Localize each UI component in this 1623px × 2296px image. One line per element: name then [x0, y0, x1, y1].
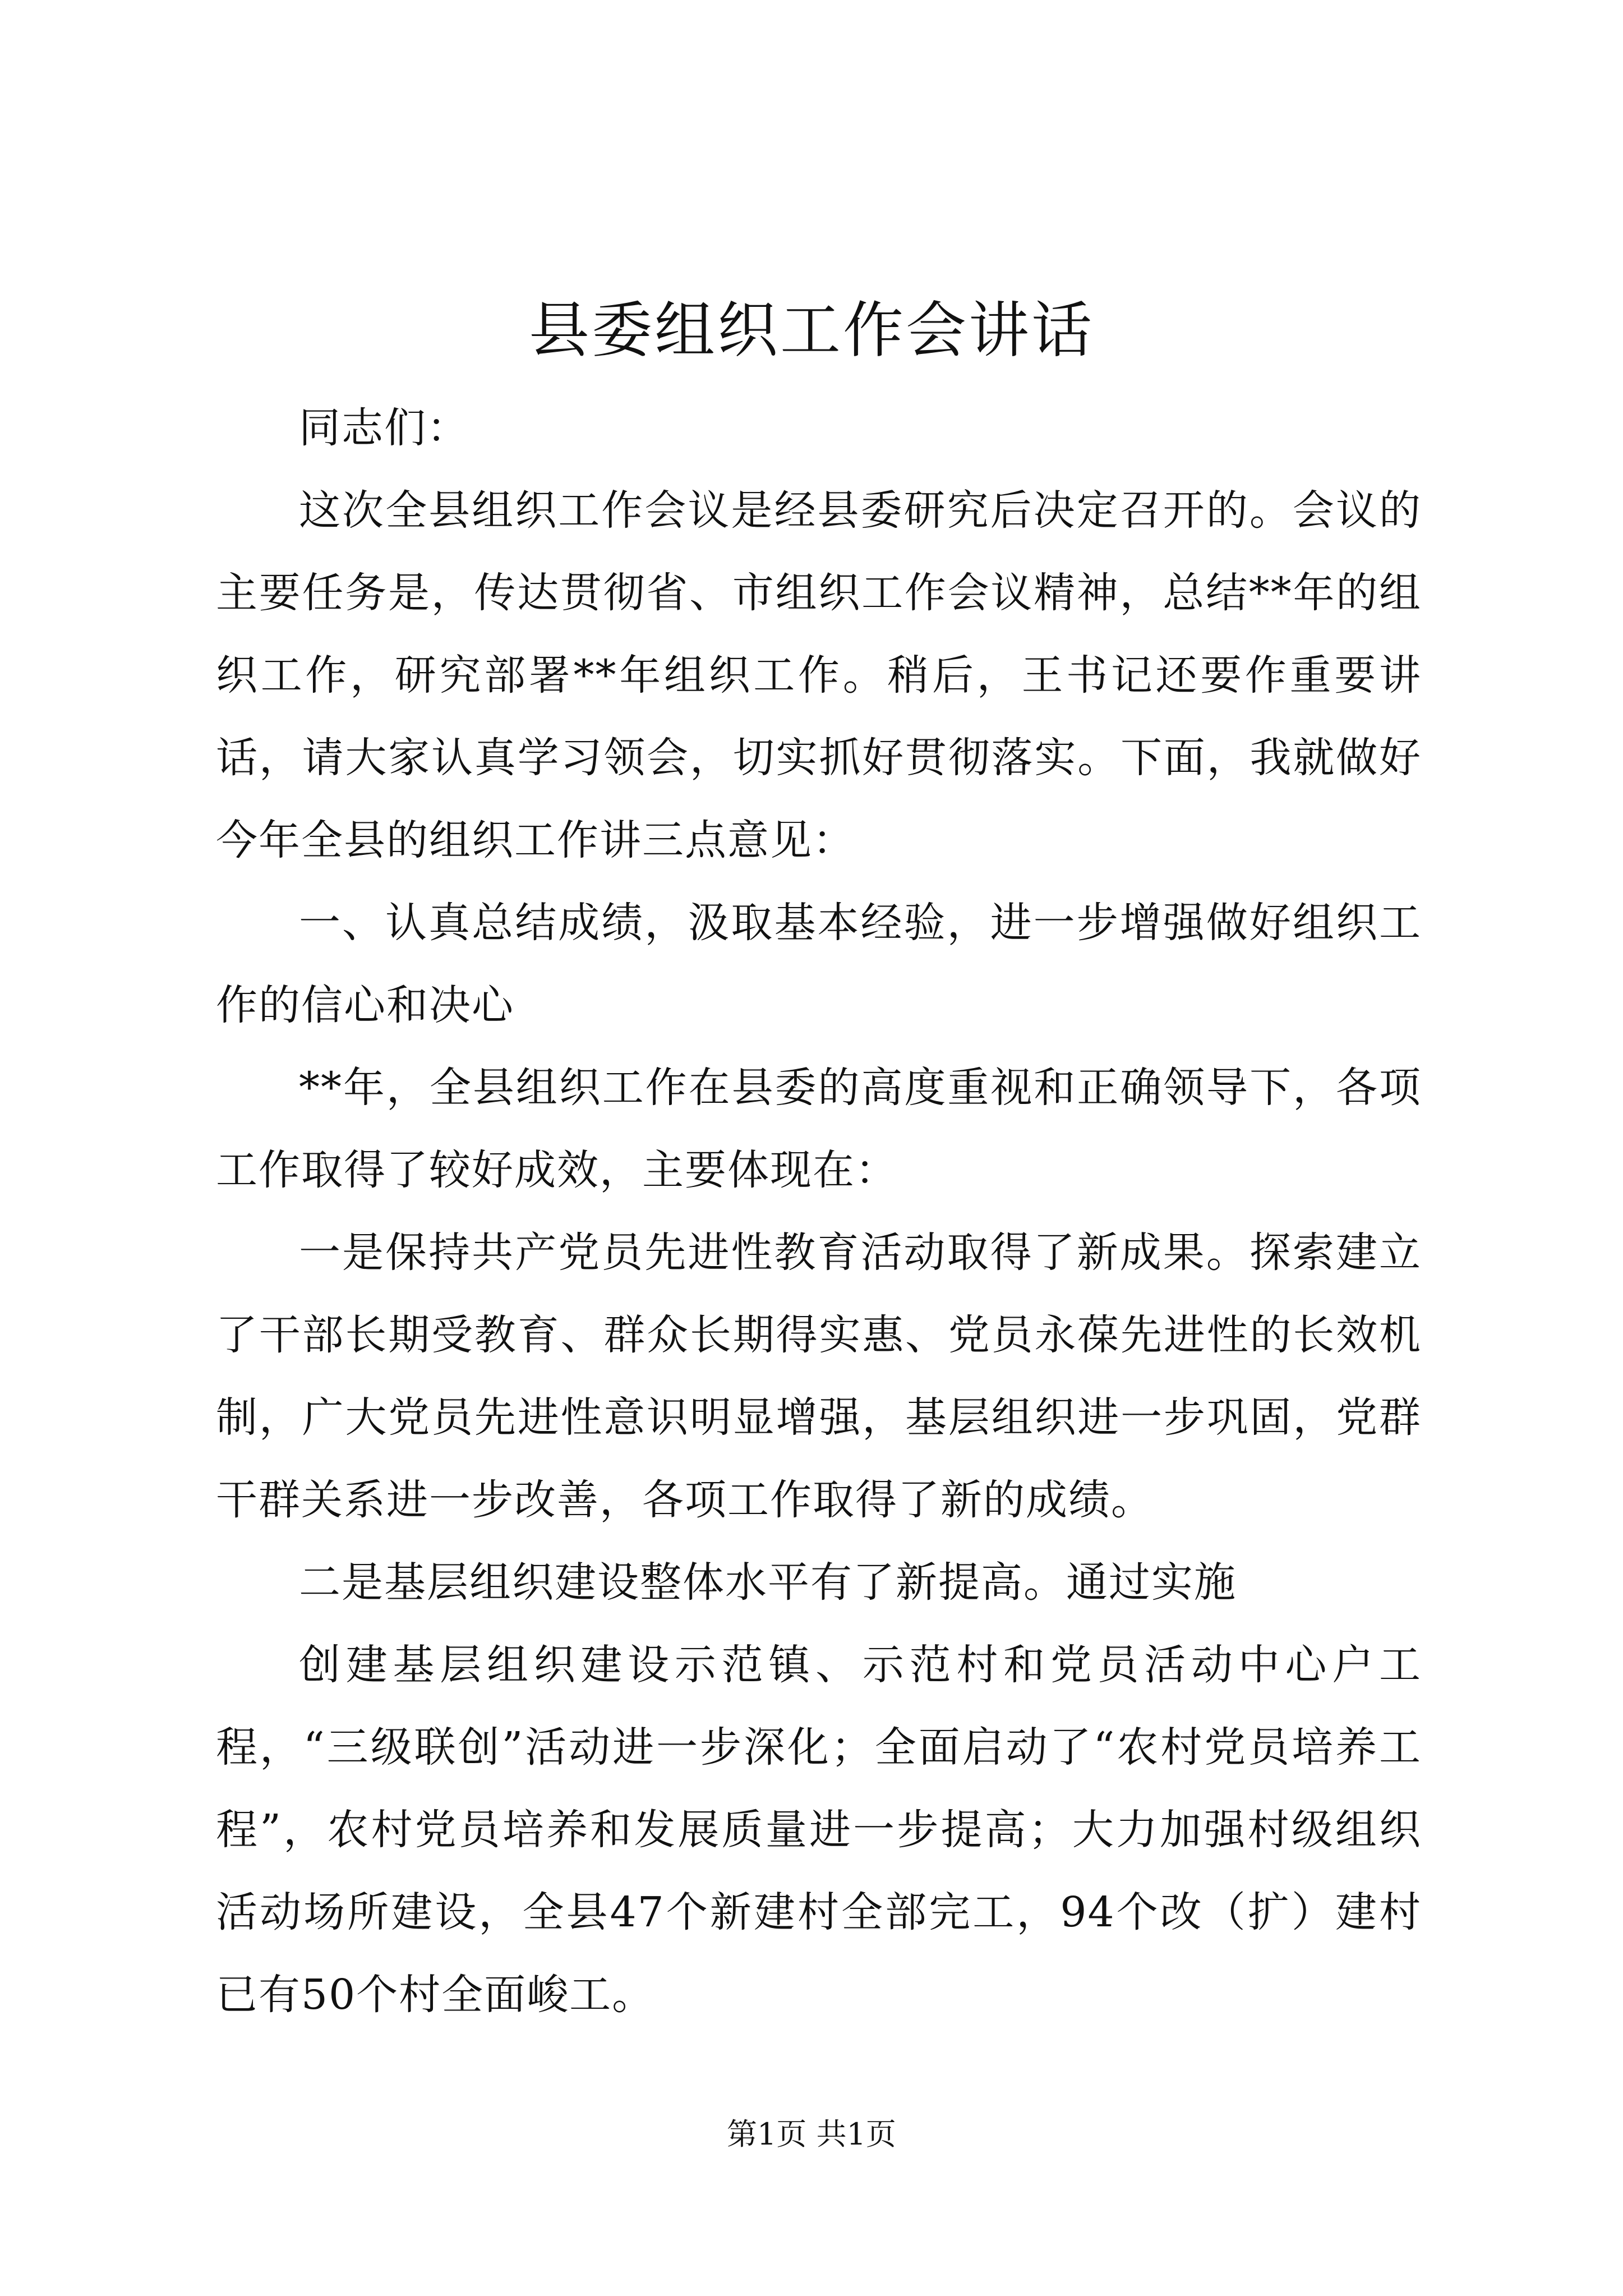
section-heading-1: 一、认真总结成绩，汲取基本经验，进一步增强做好组织工作的信心和决心	[216, 899, 1422, 1029]
paragraph-point-1: 一是保持共产党员先进性教育活动取得了新成果。探索建立了干部长期受教育、群众长期得实惠、党员永葆先进性的长效机制，广大党员先进性意识明显增强，基层组织进一步巩固，党群干群关系进一步改善，各项工作取得了新的成绩。	[216, 1228, 1422, 1524]
document-body	[216, 387, 1422, 2036]
paragraph-salutation: 同志们：	[299, 404, 469, 452]
page-footer: 第1页 共1页	[727, 2116, 896, 2152]
paragraph-point-2: 二是基层组织建设整体水平有了新提高。通过实施	[299, 1558, 1237, 1607]
paragraph-summary: **年，全县组织工作在县委的高度重视和正确领导下，各项工作取得了较好成效，主要体现在：	[216, 1064, 1422, 1194]
paragraph-point-2-detail: 创建基层组织建设示范镇、示范村和党员活动中心户工程，“三级联创”活动进一步深化；全面启动了“农村党员培养工程”，农村党员培养和发展质量进一步提高；大力加强村级组织活动场所建设，全县47个新建村全部完工，94个改（扩）建村已有50个村全面峻工。	[216, 1641, 1422, 2019]
document-title: 县委组织工作会讲话	[528, 296, 1094, 366]
paragraph-intro: 这次全县组织工作会议是经县委研究后决定召开的。会议的主要任务是，传达贯彻省、市组织工作会议精神，总结**年的组织工作，研究部署**年组织工作。稍后，王书记还要作重要讲话，请大家认真学习领会，切实抓好贯彻落实。下面，我就做好今年全县的组织工作讲三点意见：	[216, 486, 1422, 864]
